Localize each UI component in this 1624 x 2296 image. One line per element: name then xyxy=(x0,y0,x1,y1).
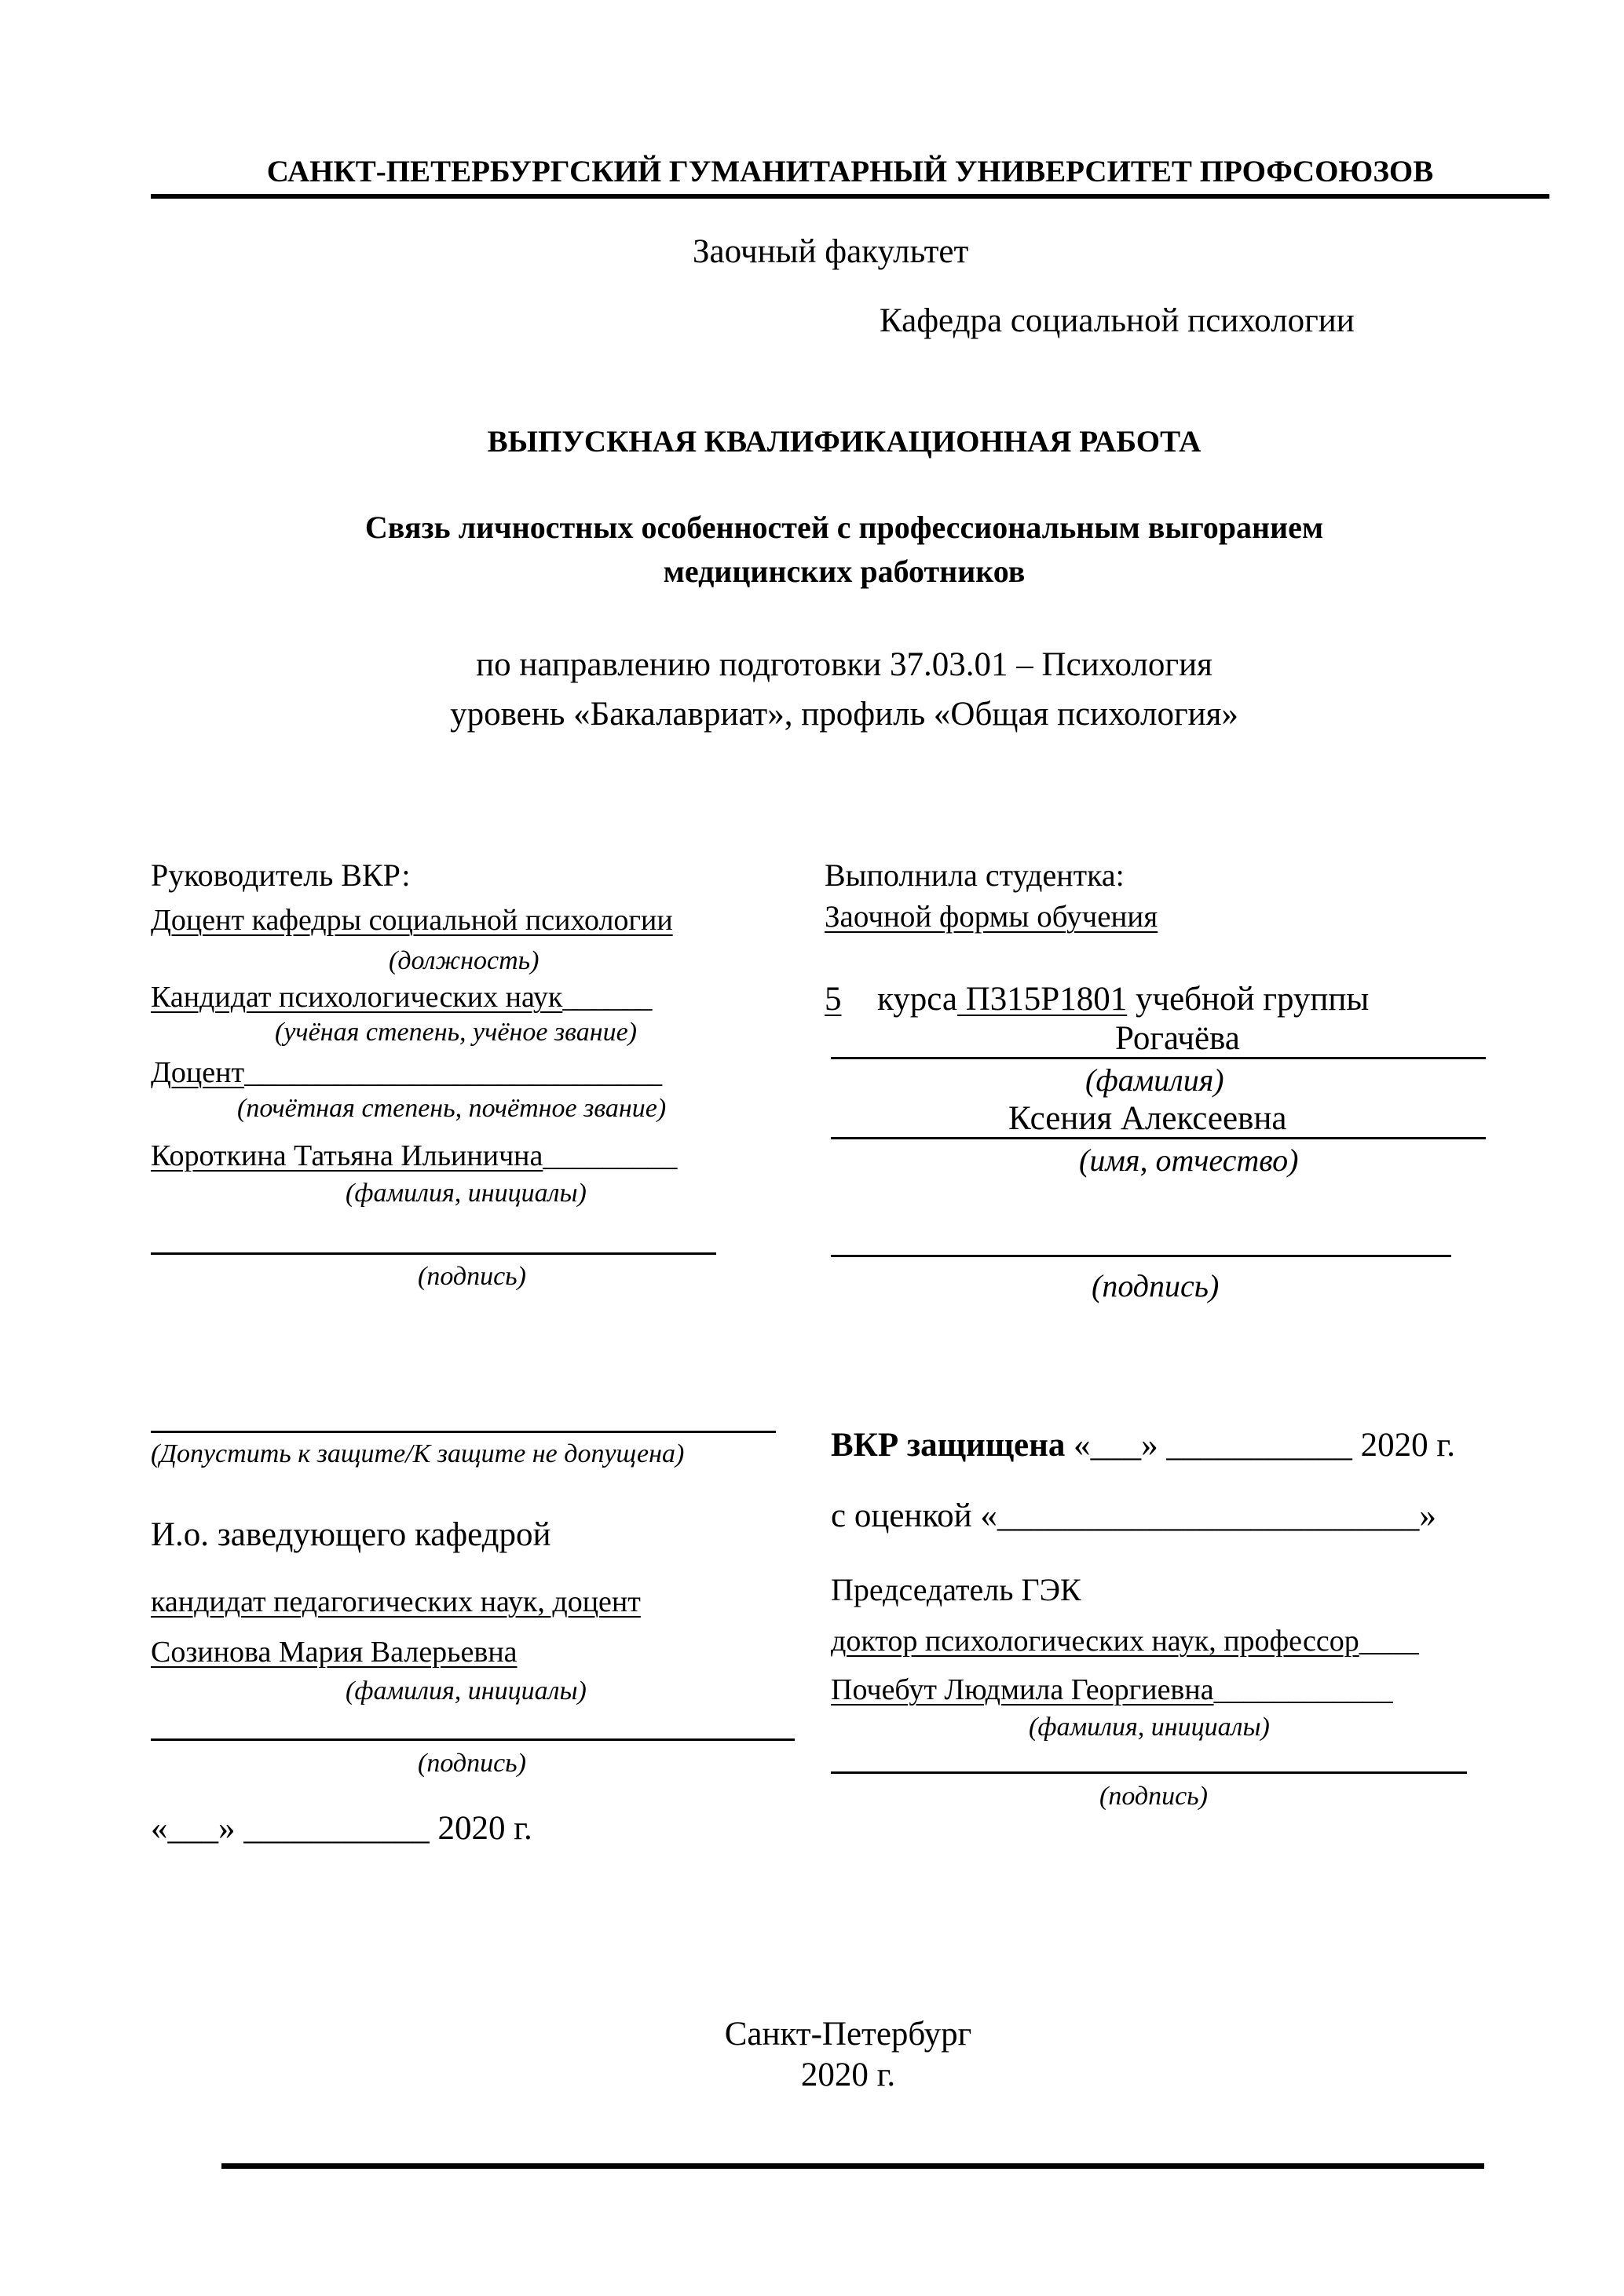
defense-year: 2020 г. xyxy=(1360,1427,1455,1464)
university-name: САНКТ-ПЕТЕРБУРГСКИЙ ГУМАНИТАРНЫЙ УНИВЕРСИТЕТ ПРОФСОЮЗОВ xyxy=(266,155,1434,188)
caption-student-signature: (подпись) xyxy=(1092,1268,1220,1303)
department-name: Кафедра социальной психологии xyxy=(880,302,1355,339)
group-number: П315Р1801 xyxy=(956,981,1128,1018)
student-study-form-value: Заочной формы обучения xyxy=(825,900,1158,934)
caption-first-patronymic: (имя, отчество) xyxy=(1079,1143,1299,1178)
admission-date-fill: «___» ___________ xyxy=(151,1810,430,1847)
chair-degree-value: доктор психологических наук, профессор xyxy=(831,1625,1359,1658)
caption-chair-name: (фамилия, инициалы) xyxy=(1029,1713,1270,1742)
admission-date-year: 2020 г. xyxy=(437,1810,532,1847)
group-label: учебной группы xyxy=(1135,981,1370,1018)
supervisor-name-value: Короткина Татьяна Ильинична xyxy=(151,1139,543,1172)
admission-date xyxy=(151,1809,532,1848)
caption-supervisor-name: (фамилия, инициалы) xyxy=(346,1179,587,1208)
student-study-form xyxy=(825,900,1158,934)
supervisor-heading: Руководитель ВКР: xyxy=(151,857,411,893)
supervisor-degree-value: Кандидат психологических наук xyxy=(151,981,563,1014)
header-rule xyxy=(151,194,1549,199)
defense-date-fill: «___» ___________ xyxy=(1074,1427,1352,1464)
supervisor-honorary-value: Доцент xyxy=(151,1056,245,1089)
head-title: И.о. заведующего кафедрой xyxy=(151,1516,551,1553)
caption-position: (должность) xyxy=(389,946,540,975)
head-degree-value: кандидат педагогических наук, доцент xyxy=(151,1585,641,1618)
direction-line-1: по направлению подготовки 37.03.01 – Психология xyxy=(476,646,1213,683)
supervisor-position xyxy=(151,903,673,938)
chair-degree-fill: ____ xyxy=(1359,1625,1419,1658)
supervisor-honorary xyxy=(151,1055,662,1090)
direction-line-2: уровень «Бакалавриат», профиль «Общая психология» xyxy=(450,696,1238,733)
head-name-value: Созинова Мария Валерьевна xyxy=(151,1636,518,1669)
caption-admission: (Допустить к защите/К защите не допущена) xyxy=(151,1439,685,1468)
topic-line-2: медицинских работников xyxy=(663,554,1026,589)
work-type-title: ВЫПУСКНАЯ КВАЛИФИКАЦИОННАЯ РАБОТА xyxy=(487,425,1202,459)
topic-line-1: Связь личностных особенностей с профессиональным выгоранием xyxy=(364,510,1324,545)
supervisor-position-value: Доцент кафедры социальной психологии xyxy=(151,904,673,937)
footer-year: 2020 г. xyxy=(800,2057,896,2093)
chair-name xyxy=(831,1673,1393,1707)
student-signature-line[interactable] xyxy=(831,1255,1451,1257)
supervisor-signature-line[interactable] xyxy=(151,1252,716,1255)
supervisor-degree-fill: ______ xyxy=(562,981,653,1014)
defense-date xyxy=(831,1426,1455,1465)
head-degree xyxy=(151,1585,641,1619)
head-name xyxy=(151,1635,518,1669)
faculty-name: Заочный факультет xyxy=(693,233,969,270)
caption-chair-signature: (подпись) xyxy=(1099,1782,1208,1811)
head-signature-line[interactable] xyxy=(151,1738,795,1741)
caption-honorary: (почётная степень, почётное звание) xyxy=(237,1094,667,1123)
student-surname: Рогачёва xyxy=(1115,1020,1240,1057)
chair-degree xyxy=(831,1624,1419,1658)
caption-surname: (фамилия) xyxy=(1085,1062,1224,1098)
grade-close: » xyxy=(1419,1497,1436,1534)
grade-fill[interactable]: _________________________ xyxy=(997,1497,1420,1534)
footer-rule xyxy=(221,2163,1484,2169)
caption-degree: (учёная степень, учёное звание) xyxy=(275,1018,637,1047)
student-heading: Выполнила студентка: xyxy=(825,857,1125,893)
student-first-patronymic: Ксения Алексеевна xyxy=(1008,1100,1287,1137)
chair-title: Председатель ГЭК xyxy=(831,1572,1081,1607)
defense-grade xyxy=(831,1497,1436,1536)
chair-name-fill: ____________ xyxy=(1213,1673,1393,1706)
admission-line[interactable] xyxy=(151,1431,776,1433)
supervisor-name xyxy=(151,1139,677,1173)
student-course-group xyxy=(825,980,1369,1019)
caption-supervisor-signature: (подпись) xyxy=(418,1262,526,1291)
chair-name-value: Почебут Людмила Георгиевна xyxy=(831,1673,1214,1706)
course-number: 5 xyxy=(825,981,842,1018)
course-label: курса xyxy=(877,981,957,1018)
caption-head-signature: (подпись) xyxy=(418,1749,526,1778)
supervisor-name-fill: _________ xyxy=(543,1139,678,1172)
caption-head-name: (фамилия, инициалы) xyxy=(346,1676,587,1706)
footer-city: Санкт-Петербург xyxy=(724,2016,972,2053)
grade-label: с оценкой « xyxy=(831,1497,997,1534)
supervisor-degree xyxy=(151,980,652,1015)
defense-label: ВКР защищена xyxy=(831,1427,1066,1464)
supervisor-honorary-fill: ____________________________ xyxy=(244,1056,663,1089)
chair-signature-line[interactable] xyxy=(831,1771,1467,1774)
